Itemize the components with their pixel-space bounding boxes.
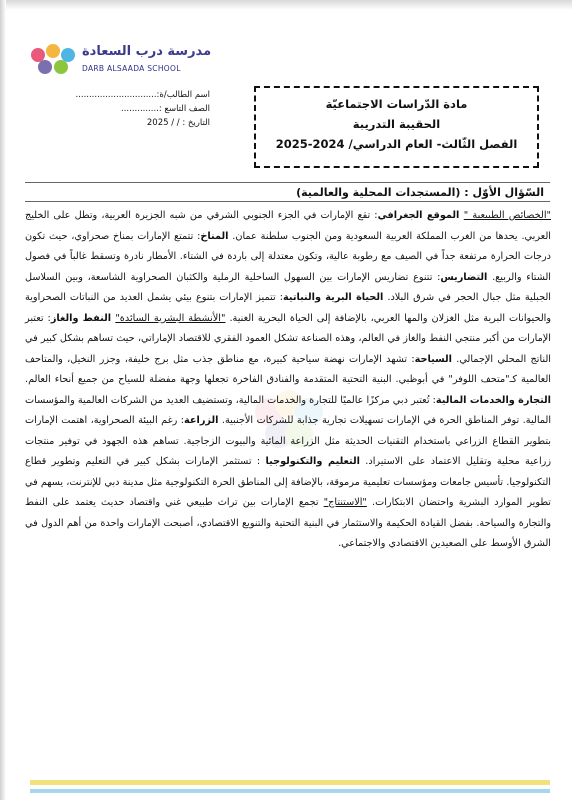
- keyword-climate: المناخ: [200, 230, 229, 242]
- school-name-english: DARB ALSAADA SCHOOL: [82, 64, 181, 73]
- title-box: [254, 86, 539, 168]
- keyword-wildlife: الحياة البرية والنباتية: [282, 292, 384, 303]
- school-name-arabic: مدرسة درب السعادة: [82, 44, 212, 59]
- student-class-field[interactable]: الصف التاسع :..............: [121, 104, 210, 114]
- passage-terrain-text: : تتنوع تضاريس الإمارات بين السهول الساحلية الرملية والكثبان الصحراوية الشاسعة، وبين السلاسل الجبلية مثل جبال الحجر في شرق البلاد.: [25, 271, 551, 303]
- subject-title: مادة الدّراسات الاجتماعيّة: [325, 97, 468, 111]
- scan-top-edge: [0, 0, 572, 10]
- reading-passage: [25, 206, 551, 555]
- passage-education-text: : تستثمر الإمارات بشكل كبير في التعليم وتطوير قطاع التكنولوجيا. تأسيس جامعات ومؤسسات تعليمية مرموقة، بالإضافة إلى المناطق الحرة التكنولوجية مثل مدينة دبي للإنترنت، يسهم في تطوير الموارد البشرية واحتضان الابتكارات.: [25, 456, 552, 508]
- student-name-field[interactable]: اسم الطالب/ة:..............................: [75, 90, 210, 100]
- school-logo-icon: [30, 42, 80, 76]
- term-title: الفصل الثّالث- العام الدراسي/ 2024-2025: [275, 137, 518, 151]
- passage-agriculture-text: : رغم البيئة الصحراوية، اهتمت الإمارات بتطوير القطاع الزراعي باستخدام التقنيات الحديثة مثل الزراعة المائية والبيوت الزجاجية. تساهم هذه الجهود في توفير منتجات زراعية محلية وتقليل الاعتماد على الاستيراد.: [25, 415, 552, 467]
- footer-bar-yellow: [30, 780, 550, 785]
- student-info: [50, 88, 210, 130]
- student-date-field[interactable]: التاريخ : / / 2025: [146, 118, 210, 128]
- passage-trade-text: : تُعتبر دبي مركزًا عالميًا للتجارة والخدمات المالية، وتستضيف العديد من الشركات العالمية والمؤسسات المالية. توفر المناطق الحرة في الإمارات تسهيلات تجارية جذابة للشركات الأجنبية.: [25, 394, 552, 426]
- keyword-tourism: السياحة: [414, 353, 452, 365]
- keyword-trade: التجارة والخدمات المالية: [435, 394, 551, 406]
- keyword-education: التعليم والتكنولوجيا: [265, 456, 360, 467]
- passage-oil-text: : تعتبر الإمارات من أكبر منتجي النفط والغاز في العالم، وهذه الصناعة تشكل العمود الفقري للاقتصاد الإماراتي، حيث تساهم بشكل كبير في الناتج المحلي الإجمالي.: [25, 312, 551, 365]
- question-heading: السّؤال الأوّل : (المستجدات المحلية والعالمية): [25, 182, 550, 202]
- training-bag-title: الحقيبة التدريبة: [352, 117, 441, 131]
- keyword-location: الموقع الجغرافي: [377, 210, 464, 221]
- section-heading-natural: "الخصائص الطبيعية ": [463, 210, 551, 221]
- passage-wildlife-text: : تتميز الإمارات بتنوع بيئي يشمل العديد من النباتات الصحراوية والحيوانات البرية مثل الغزلان والمها العربي، بالإضافة إلى الحياة البحرية الغنية.: [25, 292, 552, 324]
- keyword-oil-gas: النفط والغاز: [50, 312, 116, 324]
- keyword-agriculture: الزراعة: [184, 415, 219, 426]
- passage-conclusion-text: تجمع الإمارات بين تراث طبيعي غني واقتصاد حديث يعتمد على النفط والتجارة والسياحة. بفضل القيادة الحكيمة والاستثمار في البنية التحتية والتنويع الاقتصادي، أصبحت الإمارات واحدة من أهم الدول في الشرق الأوسط على الصعيدين الاقتصادي والاجتماعي.: [25, 497, 551, 549]
- passage-tourism-text: : تشهد الإمارات نهضة سياحية كبيرة، مع مناطق جذب مثل برج خليفة، وجزر النخيل، والمتاحف العالمية كـ"متحف اللوفر" في أبوظبي. البنية التحتية المتقدمة والفنادق الفاخرة تجعلها وجهة مفضلة للسياح من جميع أنحاء العالم.: [25, 353, 551, 385]
- passage-location-text: : تقع الإمارات في الجزء الجنوبي الشرقي من شبه الجزيرة العربية، وتطل على الخليج العربي. يحدها من الغرب المملكة العربية السعودية ومن الجنوب سلطنة عمان.: [25, 210, 551, 242]
- footer-bar-blue: [30, 789, 550, 793]
- passage-climate-text: : تتمتع الإمارات بمناخ صحراوي، حيث تكون درجات الحرارة مرتفعة جداً في الصيف مع رطوبة عالية، وتكون معتدلة إلى باردة في الشتاء. الأمطار نادرة وتسقط غالباً في فصول الشتاء والربيع.: [25, 230, 551, 283]
- section-heading-human: "الأنشطة البشرية السائدة": [115, 312, 226, 324]
- keyword-terrain: التضاريس: [440, 271, 488, 283]
- section-heading-conclusion: "الاستنتاج": [323, 497, 367, 508]
- scan-left-edge: [0, 0, 6, 800]
